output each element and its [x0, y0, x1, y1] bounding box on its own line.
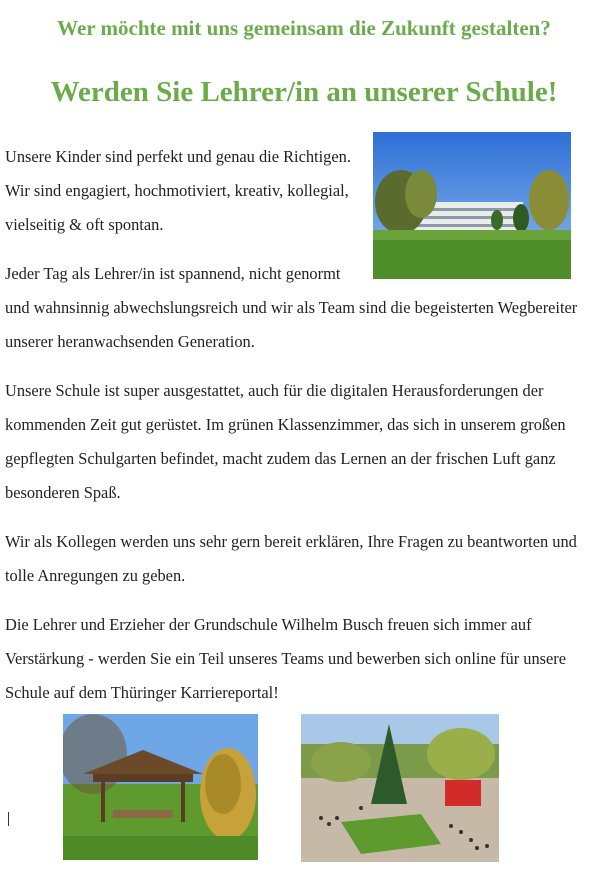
paragraph-1-text: Unsere Kinder sind perfekt und genau die Richtigen. Wir sind engagiert, hochmotiviert, kreativ, kollegial, vielseitig & oft spontan. [5, 147, 351, 234]
paragraph-5: Die Lehrer und Erzieher der Grundschule Wilhelm Busch freuen sich immer auf Verstärkung - werden Sie ein Teil unseres Teams und bewerben sich online für unsere Schule auf dem Thüringer Karriereportal! [5, 615, 567, 702]
body-text [5, 140, 585, 725]
paragraph-2: Jeder Tag als Lehrer/in ist spannend, nicht genormt und wahnsinnig abwechslungsreich und wir als Team sind die begeisterten Wegbereiter unserer heranwachsenden Generation. [5, 264, 578, 351]
paragraph-3: Unsere Schule ist super ausgestattet, auch für die digitalen Herausforderungen der kommenden Zeit gut gerüstet. Im grünen Klassenzimmer, das sich in unserem großen gepflegten Schulgarten befindet, macht zudem das Lernen an der frischen Luft ganz besonderen Spaß. [5, 381, 566, 502]
text-cursor [8, 812, 9, 826]
schoolyard-photo [301, 714, 499, 862]
page-title: Werden Sie Lehrer/in an unserer Schule! [50, 76, 558, 108]
school-building-photo [373, 132, 571, 279]
pavilion-photo [63, 714, 258, 860]
subheading: Wer möchte mit uns gemeinsam die Zukunft gestalten? [57, 16, 551, 40]
paragraph-1 [5, 140, 585, 242]
paragraph-4: Wir als Kollegen werden uns sehr gern bereit erklären, Ihre Fragen zu beantworten und tolle Anregungen zu geben. [5, 532, 577, 585]
